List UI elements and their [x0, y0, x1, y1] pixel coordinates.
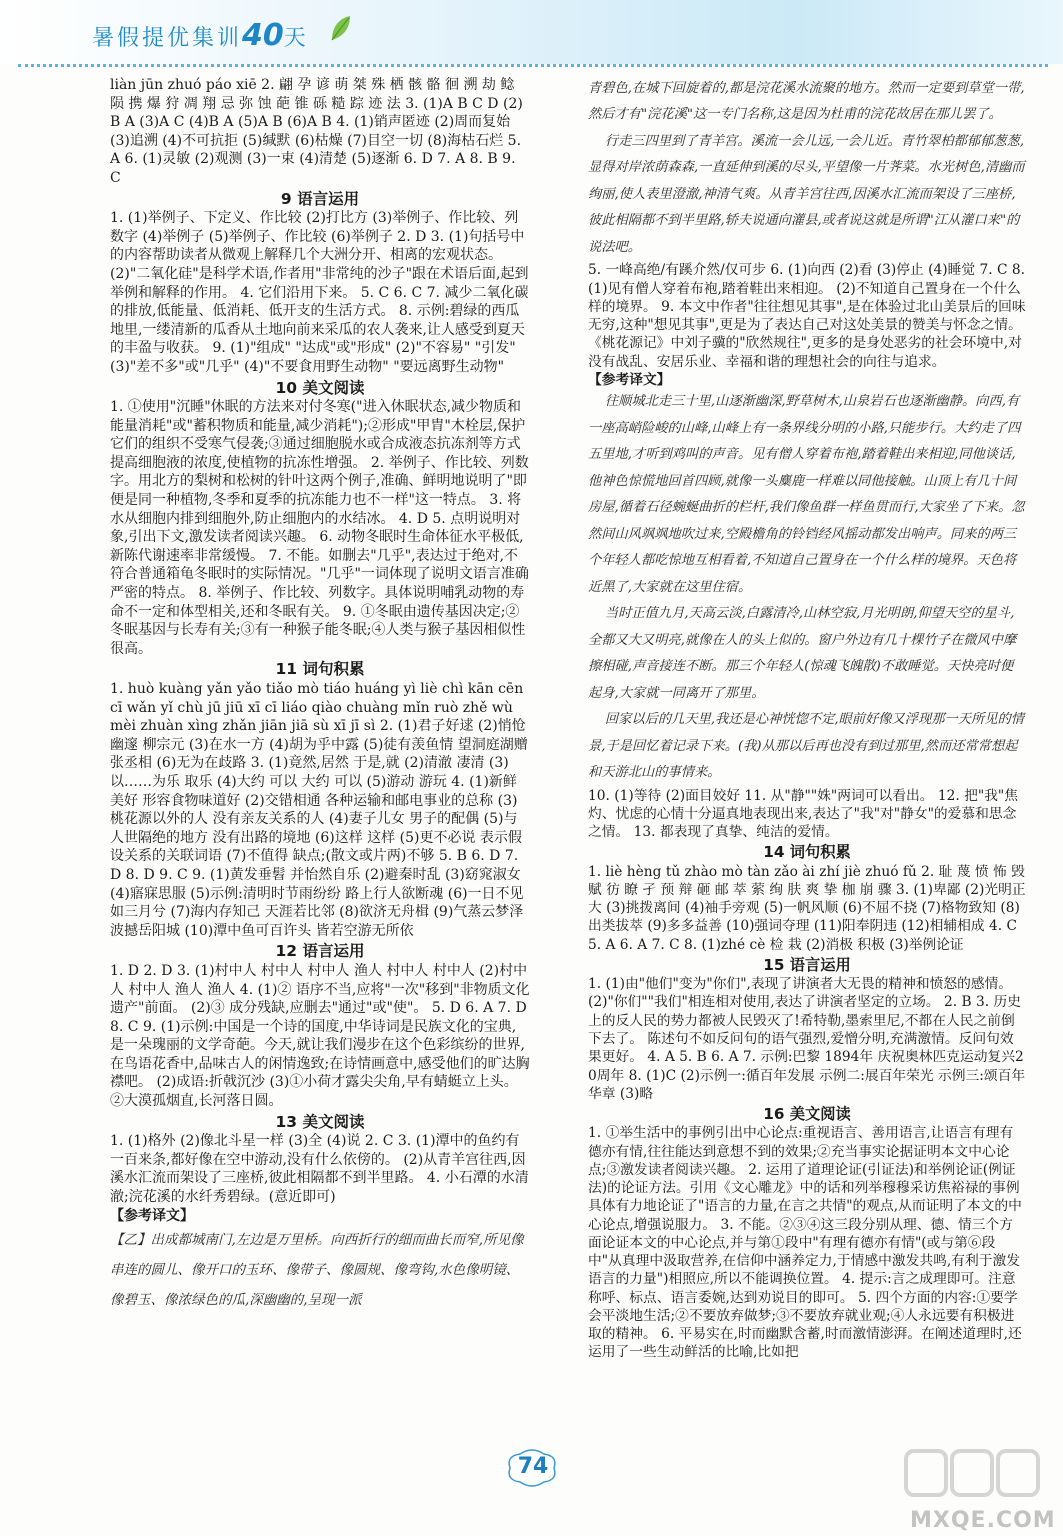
header-dotted-divider: [18, 64, 1048, 67]
answer-paragraph: liàn jūn zhuó páo xiē 2. 翩 孕 谚 萌 桀 殊 栖 骸 骼 徊 溯 劫 鲶 陨 携 爆 狩 凋 翔 忌 弥 蚀 葩 锥 砾 糙 踪 迹 法 3. (1)A B C D (2)B A (3)A C (4)B A (5)A B (6)A B 4. (1)销声匿迹 (2)周而复始 (3)追溯 (4)不可抗拒 (5)缄默 (6)枯燥 (7)目空一切 (8)海枯石烂 5. A 6. (1)灵敏 (2)观测 (3)一束 (4)清楚 (5)逐渐 6. D 7. A 8. B 9. C: [110, 77, 526, 186]
answer-paragraph: 1. huò kuàng yǎn yǎo tiǎo mò tiáo huáng yì liè chì kān cēn cī wǎn yǐ chù jū jiū xī cī liáo qiào chuàng mǐn ruò zhě wù mèi zhuàn xìng zhǎn jiān jiā sù xī jī sì 2. (1)君子好逑 (2)悄怆幽邃 柳宗元 (3)在水一方 (4)胡为乎中露 (5)徒有羡鱼情 望洞庭湖赠张丞相 (6)无为在歧路 3. (1)竟然,居然 于是,就 (2)清澈 凄清 (3)以……为乐 取乐 (4)大约 可以 大约 可以 (5)游动 游玩 4. (1)新鲜美好 形容食物味道好 (2)交错相通 各种运输和邮电事业的总称 (3)桃花源以外的人 没有亲友关系的人 (4)妻子儿女 男子的配偶 (5)与人世隔绝的地方 没有出路的境地 (6)这样 这样 (5)更不必说 表示假设关系的关联词语 (7)不值得 缺点;(散文或片两)不够 5. B 6. D 7. D 8. D 9. C 9. (1)黄发垂髫 并怡然自乐 (2)避秦时乱 (3)窈窕淑女 (4)寤寐思服 (5)示例:清明时节雨纷纷 路上行人欲断魂 (6)一日不见如三月兮 (7)海内存知己 天涯若比邻 (8)欲济无舟楫 (9)气蒸云梦泽 波撼岳阳城 (10)潭中鱼可百许头 皆若空游无所依: [110, 681, 528, 939]
answer-paragraph: 1. (1)格外 (2)像北斗星一样 (3)全 (4)说 2. C 3. (1)潭中的鱼约有一百来条,都好像在空中游动,没有什么依傍的。 (2)从青羊宫往西,因溪水汇流而架设了三座桥,彼此相隔都不到半里路。 4. 小石潭的水清澈;浣花溪的水纤秀碧绿。(意近即可): [110, 1133, 529, 1206]
section-heading: 15 语言运用: [763, 955, 851, 974]
header-title-prefix: 暑假提优集训: [92, 26, 243, 51]
answer-paragraph: 1. ①使用"沉睡"休眠的方法来对付冬寒("进入休眠状态,减少物质和能量消耗"或"蓄积物质和能量,减少消耗");②形成"甲胄"木栓层,保护它们的组织不受寒气侵袭;③通过细胞脱水或合成液态抗冻剂等方式提高细胞液的浓度,使植物的抗冻性增强。 2. 举例子、作比较、列数字。用北方的梨树和松树的针叶这两个例子,准确、鲜明地说明了"即便是同一种植物,冬季和夏季的抗冻能力也不一样"这一特点。 3. 将水从细胞内排到细胞外,防止细胞内的水结冰。 4. D 5. 点明说明对象,引出下文,激发读者阅读兴趣。 6. 动物冬眠时生命体征水平极低,新陈代谢速率非常缓慢。 7. 不能。如删去"几乎",表达过于绝对,不符合普通箱龟冬眠时的实际情况。"几乎"一词体现了说明文语言准确严密的特点。 8. 举例子、作比较、列数字。具体说明哺乳动物的寿命不一定和体型相关,还和冬眠有关。 9. ①冬眠由遗传基因决定;②冬眠基因与长寿有关;③有一种猴子能冬眠;④人类与猴子基因相似性很高。: [110, 399, 529, 657]
reference-translation-label: 【参考译文】: [110, 1207, 194, 1224]
watermark-text: MXQE.COM: [910, 1508, 1056, 1533]
section-heading: 10 美文阅读: [275, 378, 365, 397]
section-heading: 16 美文阅读: [763, 1105, 851, 1124]
handwritten-translation: 往顺城北走三十里,山逐渐幽深,野草树木,山泉岩石也逐渐幽静。向西,有一座高峭险峻的山峰,山峰上有一条界线分明的小路,只能步行。大约走了四五里地,才听到鸡叫的声音。见有僧人穿着布袍,踏着鞋出来相迎,同他谈话,他神色惊慌地回首四顾,就像一头麋鹿一样难以同他接触。山顶上有几十间房屋,循着石径蜿蜒曲折的栏杆,我们像鱼群一样鱼贯而行,大家坐了下来。忽然间山风飒飒地吹过来,空殿檐角的铃铛经风摇动都发出响声。同来的两三个年轻人都吃惊地互相看着,不知道自己置身在一个什么样的境界。天色将近黑了,大家就在这里住宿。 当时正值九月,天高云淡,白露清冷,山林空寂,月光明朗,仰望天空的星斗,全都又大又明亮,就像在人的头上似的。窗户外边有几十棵竹子在微风中摩擦相碰,声音接连不断。那三个年轻人(惊魂飞魄散)不敢睡觉。天快亮时便起身,大家就一同离开了那里。 回家以后的几天里,我还是心神恍惚不定,眼前好像又浮现那一天所见的情景,于是回忆着记录下来。(我)从那以后再也没有到过那里,然而还常常想起和天游北山的事情来。: [588, 394, 1025, 781]
header-title-number: 40: [242, 18, 284, 53]
page-number: 74: [517, 1454, 549, 1479]
answer-paragraph: 1. (1)由"他们"变为"你们",表现了讲演者大无畏的精神和愤怒的感情。 (2)"你们""我们"相连相对使用,表达了讲演者坚定的立场。 2. B 3. 历史上的反人民的势力都被人民毁灭了!希特勒,墨索里尼,不都在人民之前倒下去了。 陈述句不如反问句的语气强烈,爱憎分明,充满激情。反问句效果更好。 4. A 5. B 6. A 7. 示例:巴黎 1894年 庆祝奥林匹克运动复兴20周年 8. (1)C (2)示例一:循百年发展 示例二:展百年荣光 示例三:颂百年华章 (3)略: [588, 976, 1026, 1102]
answer-paragraph: 1. D 2. D 3. (1)村中人 村中人 村中人 渔人 村中人 村中人 (2)村中人 村中人 渔人 渔人 4. (1)② 语序不当,应将"一次"移到"非物质文化遗产"前面。 (2)③ 成分残缺,应删去"通过"或"使"。 5. D 6. A 7. D 8. C 9. (1)示例:中国是一个诗的国度,中华诗词是民族文化的宝典,是一朵瑰丽的文学奇葩。今天,就让我们漫步在这个色彩缤纷的世界,在鸟语花香中,品味古人的闲情逸致;在诗情画意中,感受他们的旷达胸襟吧。 (2)成语:折戟沉沙 (3)①小荷才露尖尖角,早有蜻蜓立上头。 ②大漠孤烟直,长河落日圆。: [110, 962, 532, 1110]
handwritten-translation: 青碧色,在城下回旋着的,都是浣花溪水流聚的地方。然而一定要到草堂一带,然后才有"浣花溪"这一专门名称,这是因为杜甫的浣花故居在那儿罢了。 行走三四里到了青羊宫。溪流一会儿远,一会儿近。青竹翠柏都郁郁葱葱,显得对岸浓荫森森,一直延伸到溪的尽头,平望像一片荠菜。水光树色,清幽而绚丽,使人表里澄澈,神清气爽。从青羊宫往西,因溪水汇流而架设了三座桥,彼此相隔都不到半里路,轿夫说通向灌县,或者说这就是所谓"江从灌口来"的说法吧。: [588, 81, 1025, 255]
header-title: [92, 18, 309, 53]
answer-paragraph: 1. (1)举例子、下定义、作比较 (2)打比方 (3)举例子、作比较、列数字 (4)举例子 (5)举例子、作比较 (6)举例子 2. D 3. (1)句括号中的内容帮助读者从微观上解释几个大洲分开、相离的宏观状态。 (2)"二氧化硅"是科学术语,作者用"非常纯的沙子"跟在术语后面,起到举例和解释的作用。 4. 它们沿用下来。 5. C 6. C 7. 减少二氧化碳的排放,低能量、低消耗、低开支的生活方式。 8. 示例:碧绿的西瓜地里,一缕清新的瓜香从土地向前来采瓜的农人袭来,让人感受到夏天的丰盈与收获。 9. (1)"组成" "达成"或"形成" (2)"不容易" "引发" (3)"差不多"或"几乎" (4)"不要食用野生动物" "要远离野生动物": [110, 210, 529, 375]
section-heading: 11 词句积累: [275, 660, 365, 679]
left-column: [110, 76, 530, 1315]
header-title-suffix: 天: [283, 26, 309, 51]
leaf-icon: [328, 14, 354, 44]
answer-paragraph: 1. liè hèng tǔ zhào mò tàn zǎo ài zhí jiè zhuó fǔ 2. 耻 蔑 愤 怖 毁 赋 彷 瞭 孑 预 辩 砸 邮 萃 萦 绚 肤 爽 挚 枷 崩 骤 3. (1)卑鄙 (2)光明正大 (3)挑拨离间 (4)袖手旁观 (5)一帆风顺 (6)不屈不挠 (7)格物致知 (8)出类拔萃 (9)多多益善 (10)强词夺理 (11)阳奉阴违 (12)相辅相成 4. C 5. A 6. A 7. C 8. (1)zhé cè 检 栽 (2)消极 积极 (3)举例论证: [588, 863, 1030, 953]
right-column: [588, 76, 1030, 1362]
answer-paragraph: 10. (1)等待 (2)面目姣好 11. 从"静""姝"两词可以看出。 12. 把"我"焦灼、忧虑的心情十分逼真地表现出来,表达了"我"对"静女"的爱慕和思念之情。 13. 都表现了真挚、纯洁的爱情。: [588, 787, 1018, 841]
answer-paragraph: 5. 一峰高绝/有蹊介然/仅可步 6. (1)向西 (2)看 (3)停止 (4)睡觉 7. C 8. (1)见有僧人穿着布袍,踏着鞋出来相迎。 (2)不知道自己置身在一个什么样的境界。 9. 本文中作者"往往想见其事",是在体验过北山美景后的回味无穷,这种"想见其事",更是为了表达自己对这处美景的赞美与怀念之情。《桃花源记》中刘子骥的"欣然规往",更多的是身处恶劣的社会环境中,对没有战乱、安居乐业、幸福和谐的理想社会的向往与追求。: [588, 262, 1030, 370]
handwritten-translation: 【乙】出成都城南门,左边是万里桥。向西折行的细而曲长而窄,所见像串连的圆儿、像开口的玉环、像带子、像圆规、像弯钩,水色像明镜、像碧玉、像浓绿色的瓜,深幽幽的,呈现一派: [110, 1232, 524, 1309]
answer-paragraph: 1. ①举生活中的事例引出中心论点:重视语言、善用语言,让语言有理有德亦有情,往往能达到意想不到的效果;②充当事实论据证明本文中心论点;③激发读者阅读兴趣。 2. 运用了道理论证(引证法)和举例论证(例证法)的论证方法。引用《文心雕龙》中的话和列举穆穆采访焦裕禄的事例具体有力地论证了"语言的力量,在言之共情"的观点,从而证明了本文的中心论点,增强说服力。 3. 不能。②③④这三段分别从理、德、情三个方面论证本文的中心论点,并与第①段中"有理有德亦有情"(或与第⑥段中"从真理中汲取营养,在信仰中涵养定力,于情感中激发共鸣,有利于激发语言的力量")相照应,所以不能调换位置。 4. 提示:言之成理即可。注意称呼、标点、语言委婉,达到劝说目的即可。 5. 四个方面的内容:①要学会平淡地生活;②不要放弃做梦;③不要放弃就业观;④人永远要有积极进取的精神。 6. 平易实在,时而幽默含蓄,时而激情澎湃。在阐述道理时,还运用了一些生动鲜活的比喻,比如把: [588, 1125, 1022, 1361]
section-heading: 13 美文阅读: [275, 1112, 365, 1131]
section-heading: 12 语言运用: [275, 942, 365, 961]
section-heading: 14 词句积累: [763, 843, 851, 862]
reference-translation-label: 【参考译文】: [588, 371, 671, 388]
section-heading: 9 语言运用: [280, 189, 360, 208]
